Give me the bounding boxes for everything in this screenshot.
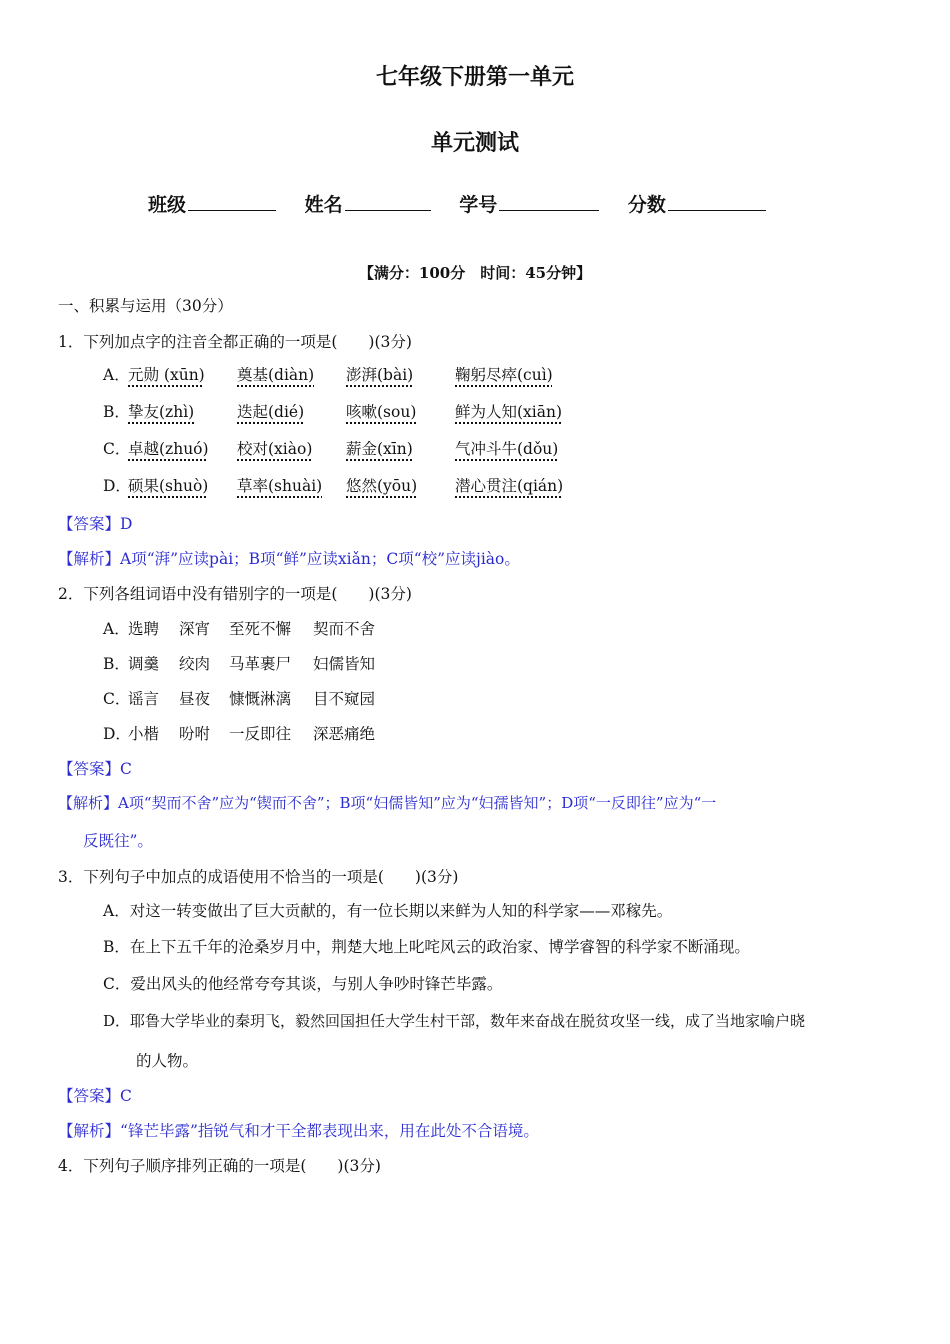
option-word: 谣言 <box>128 690 160 708</box>
answer-value: C <box>120 1087 132 1105</box>
option-word: 契而不舍 <box>313 620 376 638</box>
option-word: 卓越(zhuó) <box>128 440 209 458</box>
q4-stem: 4．下列句子顺序排列正确的一项是( )(3分) <box>58 1157 381 1175</box>
analysis-tag: 【解析】 <box>58 794 119 812</box>
option-word: 挚友(zhì) <box>128 403 195 421</box>
option-word: 深恶痛绝 <box>313 725 376 743</box>
q2-option-c <box>0 687 950 711</box>
option-letter: B． <box>103 655 130 673</box>
q3-option-b: B．在上下五千年的沧桑岁月中，荆楚大地上叱咤风云的政治家、博学睿智的科学家不断涌现。 <box>103 938 750 956</box>
option-word: 潜心贯注(qián) <box>455 477 564 495</box>
option-word: 草率(shuài) <box>237 477 323 495</box>
option-word: 马革裹尸 <box>229 655 292 673</box>
q3-option-d: D．耶鲁大学毕业的秦玥飞，毅然回国担任大学生村干部，数年来奋战在脱贫攻坚一线，成了当地家喻户晓 <box>103 1012 806 1030</box>
option-word: 慷慨淋漓 <box>229 690 292 708</box>
option-word: 小楷 <box>128 725 160 743</box>
q2-option-a <box>0 617 950 641</box>
option-word: 奠基(diàn) <box>237 366 315 384</box>
student-info-fields <box>148 190 788 217</box>
option-word: 迭起(dié) <box>237 403 305 421</box>
class-blank[interactable] <box>188 196 276 211</box>
option-word: 昼夜 <box>179 690 211 708</box>
section-heading: 一、积累与运用（30分） <box>58 297 233 315</box>
q3-answer <box>58 1084 132 1106</box>
q1-answer <box>58 512 132 534</box>
q1-analysis <box>58 547 520 569</box>
option-word: 至死不懈 <box>229 620 292 638</box>
option-word: 校对(xiào) <box>237 440 313 458</box>
option-word: 鲜为人知(xiān) <box>455 403 563 421</box>
analysis-text: A项“湃”应读pài；B项“鲜”应读xiǎn；C项“校”应读jiào。 <box>120 550 520 568</box>
q2-analysis-cont: 反既往”。 <box>83 832 153 850</box>
exam-meta: 【满分：100分 时间：45分钟】 <box>358 264 592 282</box>
analysis-tag: 【解析】 <box>58 550 121 568</box>
score-label: 分数 <box>627 194 666 216</box>
q1-stem: 1．下列加点字的注音全都正确的一项是( )(3分) <box>58 333 412 351</box>
page-title: 七年级下册第一单元 <box>375 65 574 90</box>
q3-stem: 3．下列句子中加点的成语使用不恰当的一项是( )(3分) <box>58 868 459 886</box>
answer-tag: 【答案】 <box>58 760 121 778</box>
q2-option-d <box>0 722 950 746</box>
option-letter: A． <box>103 366 130 384</box>
option-word: 鞠躬尽瘁(cuì) <box>455 366 553 384</box>
option-letter: D． <box>103 477 131 495</box>
q3-option-d-cont: 的人物。 <box>136 1052 199 1070</box>
answer-value: C <box>120 760 132 778</box>
name-label: 姓名 <box>304 194 343 216</box>
class-label: 班级 <box>148 194 187 216</box>
analysis-text: “锋芒毕露”指锐气和才干全都表现出来，用在此处不合语境。 <box>120 1122 539 1140</box>
option-word: 深宵 <box>179 620 211 638</box>
score-blank[interactable] <box>668 196 766 211</box>
option-word: 悠然(yōu) <box>346 477 418 495</box>
number-blank[interactable] <box>499 196 599 211</box>
option-word: 选聘 <box>128 620 160 638</box>
q3-analysis <box>58 1119 539 1141</box>
option-word: 元勋 (xūn) <box>128 366 205 384</box>
q1-option-a <box>0 363 950 387</box>
answer-value: D <box>120 515 133 533</box>
option-word: 吩咐 <box>179 725 211 743</box>
option-letter: D． <box>103 725 131 743</box>
option-word: 一反即往 <box>229 725 292 743</box>
q1-option-c <box>0 437 950 461</box>
page-subtitle: 单元测试 <box>430 131 519 156</box>
q1-option-b <box>0 400 950 424</box>
analysis-text: A项“契而不舍”应为“锲而不舍”；B项“妇儒皆知”应为“妇孺皆知”；D项“一反即往”应为“一 <box>118 794 717 812</box>
option-letter: A． <box>103 620 130 638</box>
q2-answer <box>58 757 132 779</box>
option-word: 气冲斗牛(dǒu) <box>455 440 559 458</box>
option-word: 硕果(shuò) <box>128 477 209 495</box>
q1-option-d <box>0 474 950 498</box>
q2-analysis <box>58 792 716 813</box>
option-word: 绞肉 <box>179 655 211 673</box>
q3-option-c: C．爱出风头的他经常夸夸其谈，与别人争吵时锋芒毕露。 <box>103 975 503 993</box>
option-word: 咳嗽(sou) <box>346 403 417 421</box>
option-word: 目不窥园 <box>313 690 376 708</box>
answer-tag: 【答案】 <box>58 515 121 533</box>
q3-option-a: A．对这一转变做出了巨大贡献的，有一位长期以来鲜为人知的科学家——邓稼先。 <box>103 902 673 920</box>
option-letter: C． <box>103 690 131 708</box>
analysis-tag: 【解析】 <box>58 1122 121 1140</box>
q2-option-b <box>0 652 950 676</box>
option-word: 调羹 <box>128 655 160 673</box>
q2-stem: 2．下列各组词语中没有错别字的一项是( )(3分) <box>58 585 412 603</box>
option-letter: B． <box>103 403 130 421</box>
option-word: 妇儒皆知 <box>313 655 376 673</box>
answer-tag: 【答案】 <box>58 1087 121 1105</box>
option-letter: C． <box>103 440 131 458</box>
option-word: 澎湃(bài) <box>346 366 414 384</box>
option-word: 薪金(xīn) <box>346 440 413 458</box>
number-label: 学号 <box>459 194 498 216</box>
name-blank[interactable] <box>345 196 431 211</box>
